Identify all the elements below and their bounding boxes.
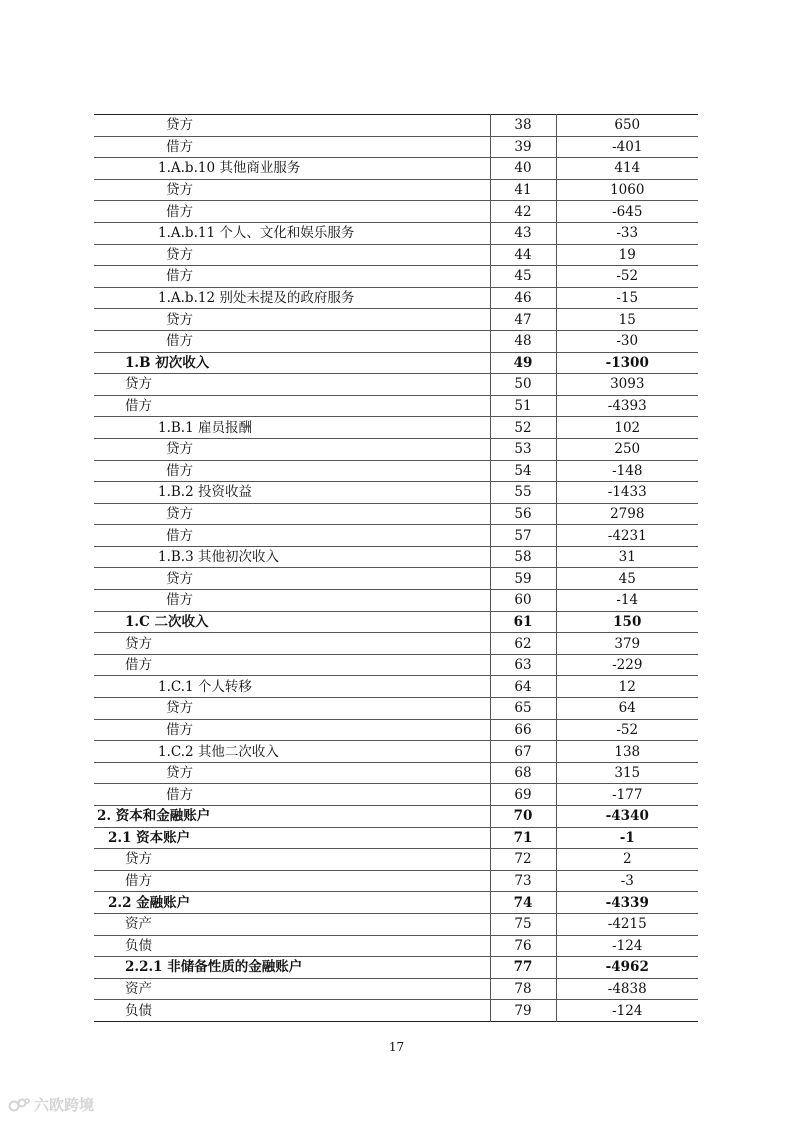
table-row	[94, 374, 698, 396]
row-item-label: 1.C.1 个人转移	[94, 676, 490, 698]
table-body	[94, 115, 698, 1022]
row-item-label: 借方	[94, 870, 490, 892]
table-row	[94, 892, 698, 914]
row-line-number: 39	[490, 136, 556, 158]
row-value: 414	[556, 158, 698, 180]
row-line-number: 47	[490, 309, 556, 331]
table-row	[94, 806, 698, 828]
row-value: 379	[556, 633, 698, 655]
row-value: -33	[556, 222, 698, 244]
row-item-label: 贷方	[94, 309, 490, 331]
row-value: 15	[556, 309, 698, 331]
row-value: -30	[556, 330, 698, 352]
table-row	[94, 115, 698, 137]
table-row	[94, 913, 698, 935]
row-value: -1300	[556, 352, 698, 374]
row-line-number: 59	[490, 568, 556, 590]
table-row	[94, 633, 698, 655]
row-item-label: 贷方	[94, 438, 490, 460]
row-item-label: 贷方	[94, 374, 490, 396]
row-line-number: 66	[490, 719, 556, 741]
row-value: 19	[556, 244, 698, 266]
row-value: 1060	[556, 179, 698, 201]
row-item-label: 资产	[94, 913, 490, 935]
row-line-number: 56	[490, 503, 556, 525]
table-row	[94, 482, 698, 504]
row-item-label: 2. 资本和金融账户	[94, 806, 490, 828]
row-item-label: 资产	[94, 978, 490, 1000]
row-value: -645	[556, 201, 698, 223]
row-line-number: 78	[490, 978, 556, 1000]
table-row	[94, 266, 698, 288]
row-item-label: 1.B.3 其他初次收入	[94, 546, 490, 568]
table-row	[94, 136, 698, 158]
brand-logo-icon	[8, 1097, 30, 1113]
table-row	[94, 719, 698, 741]
table-row	[94, 158, 698, 180]
table-row	[94, 654, 698, 676]
row-line-number: 53	[490, 438, 556, 460]
row-item-label: 借方	[94, 654, 490, 676]
row-line-number: 67	[490, 741, 556, 763]
row-line-number: 70	[490, 806, 556, 828]
row-line-number: 40	[490, 158, 556, 180]
table-row	[94, 525, 698, 547]
watermark	[8, 1094, 94, 1115]
row-line-number: 55	[490, 482, 556, 504]
row-line-number: 54	[490, 460, 556, 482]
row-value: 650	[556, 115, 698, 137]
row-value: 2798	[556, 503, 698, 525]
row-value: -1	[556, 827, 698, 849]
row-line-number: 49	[490, 352, 556, 374]
row-line-number: 65	[490, 698, 556, 720]
row-line-number: 75	[490, 913, 556, 935]
row-line-number: 46	[490, 287, 556, 309]
table-row	[94, 330, 698, 352]
row-item-label: 借方	[94, 784, 490, 806]
row-value: -52	[556, 719, 698, 741]
row-item-label: 负债	[94, 935, 490, 957]
row-item-label: 1.B 初次收入	[94, 352, 490, 374]
row-line-number: 63	[490, 654, 556, 676]
table-row	[94, 741, 698, 763]
row-value: 150	[556, 611, 698, 633]
row-item-label: 1.B.1 雇员报酬	[94, 417, 490, 439]
row-value: 138	[556, 741, 698, 763]
row-item-label: 贷方	[94, 179, 490, 201]
row-line-number: 64	[490, 676, 556, 698]
row-item-label: 贷方	[94, 698, 490, 720]
table-row	[94, 827, 698, 849]
table-row	[94, 676, 698, 698]
row-value: 2	[556, 849, 698, 871]
row-line-number: 72	[490, 849, 556, 871]
table-row	[94, 438, 698, 460]
table-row	[94, 849, 698, 871]
row-line-number: 60	[490, 590, 556, 612]
row-line-number: 73	[490, 870, 556, 892]
table-row	[94, 935, 698, 957]
table-row	[94, 287, 698, 309]
row-value: -401	[556, 136, 698, 158]
row-value: -4393	[556, 395, 698, 417]
row-item-label: 借方	[94, 719, 490, 741]
row-value: 64	[556, 698, 698, 720]
table-row	[94, 395, 698, 417]
table-row	[94, 179, 698, 201]
row-item-label: 1.A.b.11 个人、文化和娱乐服务	[94, 222, 490, 244]
row-line-number: 43	[490, 222, 556, 244]
table-row	[94, 611, 698, 633]
page-number: 17	[388, 1040, 405, 1054]
row-line-number: 44	[490, 244, 556, 266]
row-item-label: 借方	[94, 460, 490, 482]
table-row	[94, 201, 698, 223]
row-item-label: 贷方	[94, 849, 490, 871]
row-value: -124	[556, 1000, 698, 1022]
row-line-number: 45	[490, 266, 556, 288]
row-item-label: 贷方	[94, 115, 490, 137]
row-item-label: 借方	[94, 266, 490, 288]
row-value: -148	[556, 460, 698, 482]
row-item-label: 借方	[94, 395, 490, 417]
row-value: 31	[556, 546, 698, 568]
row-line-number: 42	[490, 201, 556, 223]
row-item-label: 借方	[94, 590, 490, 612]
table-row	[94, 417, 698, 439]
row-line-number: 52	[490, 417, 556, 439]
row-item-label: 借方	[94, 525, 490, 547]
row-value: -229	[556, 654, 698, 676]
table-row	[94, 698, 698, 720]
row-value: -4838	[556, 978, 698, 1000]
row-line-number: 76	[490, 935, 556, 957]
row-item-label: 1.C 二次收入	[94, 611, 490, 633]
table-row	[94, 957, 698, 979]
row-value: -4231	[556, 525, 698, 547]
table-row	[94, 309, 698, 331]
row-value: 3093	[556, 374, 698, 396]
row-item-label: 2.1 资本账户	[94, 827, 490, 849]
row-item-label: 1.C.2 其他二次收入	[94, 741, 490, 763]
table-row	[94, 568, 698, 590]
row-item-label: 1.B.2 投资收益	[94, 482, 490, 504]
table-row	[94, 460, 698, 482]
row-item-label: 负债	[125, 1002, 152, 1019]
row-item-label: 贷方	[94, 633, 490, 655]
row-item-label: 1.A.b.12 别处未提及的政府服务	[94, 287, 490, 309]
row-line-number: 61	[490, 611, 556, 633]
row-value: 45	[556, 568, 698, 590]
row-value: -4339	[556, 892, 698, 914]
row-line-number: 79	[490, 1000, 556, 1022]
table-row	[94, 590, 698, 612]
row-value: -124	[556, 935, 698, 957]
row-item-label: 贷方	[94, 568, 490, 590]
row-value: 250	[556, 438, 698, 460]
row-value: -15	[556, 287, 698, 309]
table-row	[94, 352, 698, 374]
table-row	[94, 503, 698, 525]
balance-of-payments-table	[94, 114, 698, 1022]
row-item-label: 借方	[94, 201, 490, 223]
row-value: -4340	[556, 806, 698, 828]
row-item-label: 贷方	[94, 244, 490, 266]
row-value: -177	[556, 784, 698, 806]
table-row	[94, 546, 698, 568]
row-item-label: 借方	[94, 330, 490, 352]
row-line-number: 51	[490, 395, 556, 417]
row-line-number: 69	[490, 784, 556, 806]
row-value: -14	[556, 590, 698, 612]
table-row	[94, 870, 698, 892]
row-value: -52	[556, 266, 698, 288]
table-row	[94, 244, 698, 266]
row-line-number: 77	[490, 957, 556, 979]
table-row	[94, 978, 698, 1000]
table-row	[94, 762, 698, 784]
row-item-label: 贷方	[94, 762, 490, 784]
row-line-number: 71	[490, 827, 556, 849]
row-line-number: 50	[490, 374, 556, 396]
row-line-number: 57	[490, 525, 556, 547]
row-value: -4215	[556, 913, 698, 935]
row-line-number: 68	[490, 762, 556, 784]
row-item-label: 2.2.1 非储备性质的金融账户	[94, 957, 490, 979]
row-item-label: 2.2 金融账户	[94, 892, 490, 914]
row-value: -4962	[556, 957, 698, 979]
row-line-number: 62	[490, 633, 556, 655]
row-line-number: 38	[490, 115, 556, 137]
row-value: 12	[556, 676, 698, 698]
row-value: -3	[556, 870, 698, 892]
table-row	[94, 1000, 698, 1022]
row-item-label: 1.A.b.10 其他商业服务	[94, 158, 490, 180]
row-value: 315	[556, 762, 698, 784]
row-line-number: 41	[490, 179, 556, 201]
row-value: -1433	[556, 482, 698, 504]
table-row	[94, 222, 698, 244]
table-row	[94, 784, 698, 806]
row-item-label: 贷方	[94, 503, 490, 525]
watermark-text: 六欧跨境	[34, 1096, 95, 1114]
row-line-number: 58	[490, 546, 556, 568]
row-value: 102	[556, 417, 698, 439]
row-line-number: 74	[490, 892, 556, 914]
row-line-number: 48	[490, 330, 556, 352]
row-item-label: 借方	[94, 136, 490, 158]
